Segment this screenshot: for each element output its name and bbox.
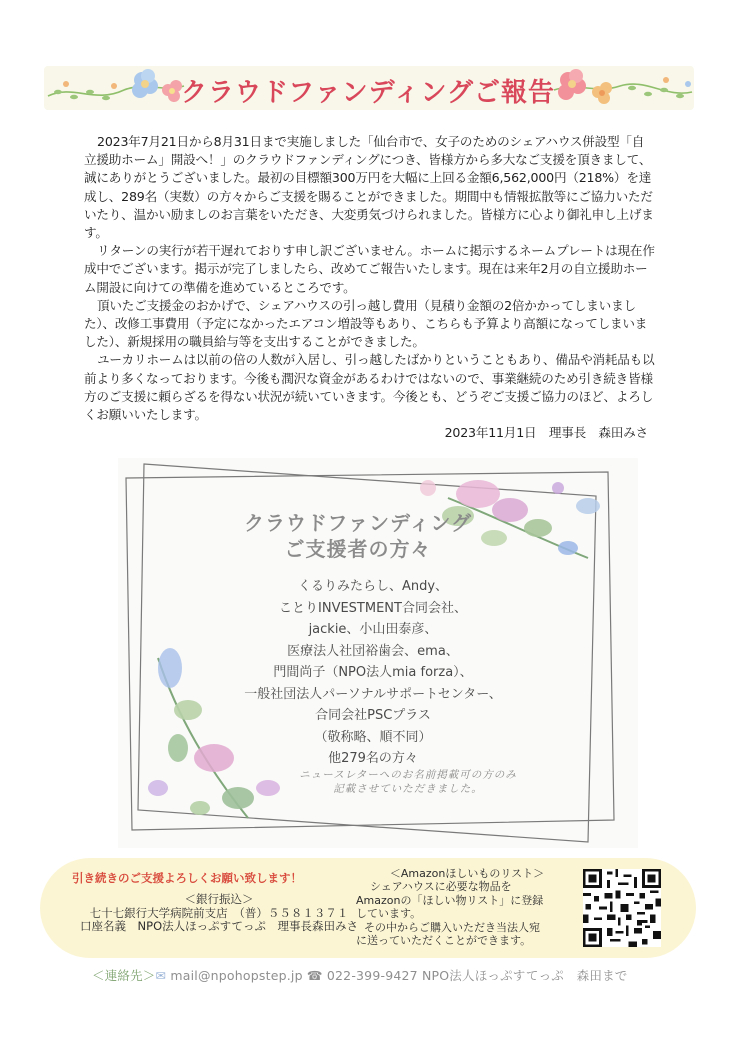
contact-email[interactable]: mail@npohopstep.jp (170, 968, 303, 983)
thanks-message: 引き続きのご支援よろしくお願い致します！ (72, 871, 302, 885)
supporters-note-line2: 記載させていただきました。 (333, 783, 483, 795)
contact-label: ＜連絡先＞ (92, 968, 156, 983)
supporter-item: 一般社団法人パーソナルサポートセンター、 (244, 686, 502, 702)
bank-holder: 口座名義 NPO法人ほっぷすてっぷ 理事長森田みさ (80, 919, 358, 933)
contact-details: 022-399-9427 NPO法人ほっぷすてっぷ 森田まで (326, 968, 628, 983)
supporter-item: （敬称略、順不同） (314, 729, 432, 745)
contact-line (92, 966, 628, 984)
supporters-panel (118, 458, 638, 848)
amazon-heading: ＜Amazonほしいものリスト＞ (389, 867, 545, 880)
qr-code[interactable] (583, 869, 661, 947)
bank-heading: ＜銀行振込＞ (184, 892, 254, 906)
phone-icon: ☎ (306, 968, 323, 983)
supporter-item: 合同会社PSCプラス (315, 708, 431, 723)
report-paragraph: リターンの実行が若干遅れておりす申し訳ございません。ホームに掲示するネームプレートは現在作成中でございます。掲示が完了しましたら、改めてご報告いたします。現在は来年2月の自立援助ホーム開設に向けての準備を進めているところです。 (84, 243, 655, 295)
supporters-list (178, 576, 568, 770)
supporters-title (213, 510, 503, 562)
amazon-line: シェアハウスに必要な物品を (370, 880, 512, 894)
supporter-item: jackie、小山田泰彦、 (308, 622, 438, 637)
supporter-item: 医療法人社団裕歯会、ema、 (287, 643, 459, 659)
supporters-title-line2: ご支援者の方々 (284, 537, 432, 561)
amazon-line: Amazonの「ほしい物リスト」に登録 (356, 893, 544, 907)
report-paragraph: ユーカリホームは以前の倍の人数が入居し、引っ越したばかりということもあり、備品や消耗品も以前より多くなっております。今後も潤沢な資金があるわけではないので、事業継続のため引き続き皆様方のご支援に頼らざるを得ない状況が続いていきます。今後とも、どうぞご支援ご協力のほど、よろしくお願いいたします。 (84, 352, 655, 423)
report-paragraph: 頂いたご支援金のおかげで、シェアハウスの引っ越し費用（見積り金額の2倍かかってしまいました）、改修工事費用（予定になかったエアコン増設等もあり、こちらも予算より高額になってしまいました）、新規採用の職員給与等を支出することができました。 (84, 297, 648, 350)
amazon-line: しています。 (356, 907, 422, 921)
supporter-item: ことりINVESTMENT合同会社、 (279, 600, 467, 616)
supporters-note (258, 768, 558, 796)
bank-info (54, 893, 384, 934)
bank-account: 七十七銀行大学病院前支店 （普）５５８１３７１ (89, 905, 349, 920)
supporters-note-line1: ニュースレターへのお名前掲載可の方のみ (299, 769, 517, 781)
mail-icon: ✉ (155, 968, 167, 983)
supporter-item: くるりみたらし、Andy、 (297, 579, 449, 594)
report-paragraph: 2023年7月21日から8月31日まで実施しました「仙台市で、女子のためのシェアハウス併設型「自立援助ホーム」開設へ！」のクラウドファンディングにつき、皆様方から多大なご支援を頂きまして、誠にありがとうございました。最初の目標額300万円を大幅に上回る金額6,562,000円（218%）を達成し、289名（実数）の方々からご支援を賜ることができました。期間中も情報拡散等にご協力いただいたり、温かい励ましのお言葉をいただき、大変勇気づけられました。皆様方に心より御礼申し上げます。 (84, 134, 654, 241)
report-body (84, 133, 656, 442)
supporter-item: 門間尚子（NPO法人mia forza）、 (273, 665, 473, 680)
supporters-title-line1: クラウドファンディング (244, 511, 472, 535)
signature: 2023年11月1日 理事長 森田みさ (444, 425, 648, 441)
amazon-line: に送っていただくことができます。 (356, 934, 532, 948)
amazon-line: その中からご購入いただき当法人宛 (364, 920, 540, 934)
supporter-item: 他279名の方々 (328, 751, 418, 766)
amazon-wishlist-info (356, 867, 578, 947)
page-title: クラウドファンディングご報告 (180, 78, 556, 108)
